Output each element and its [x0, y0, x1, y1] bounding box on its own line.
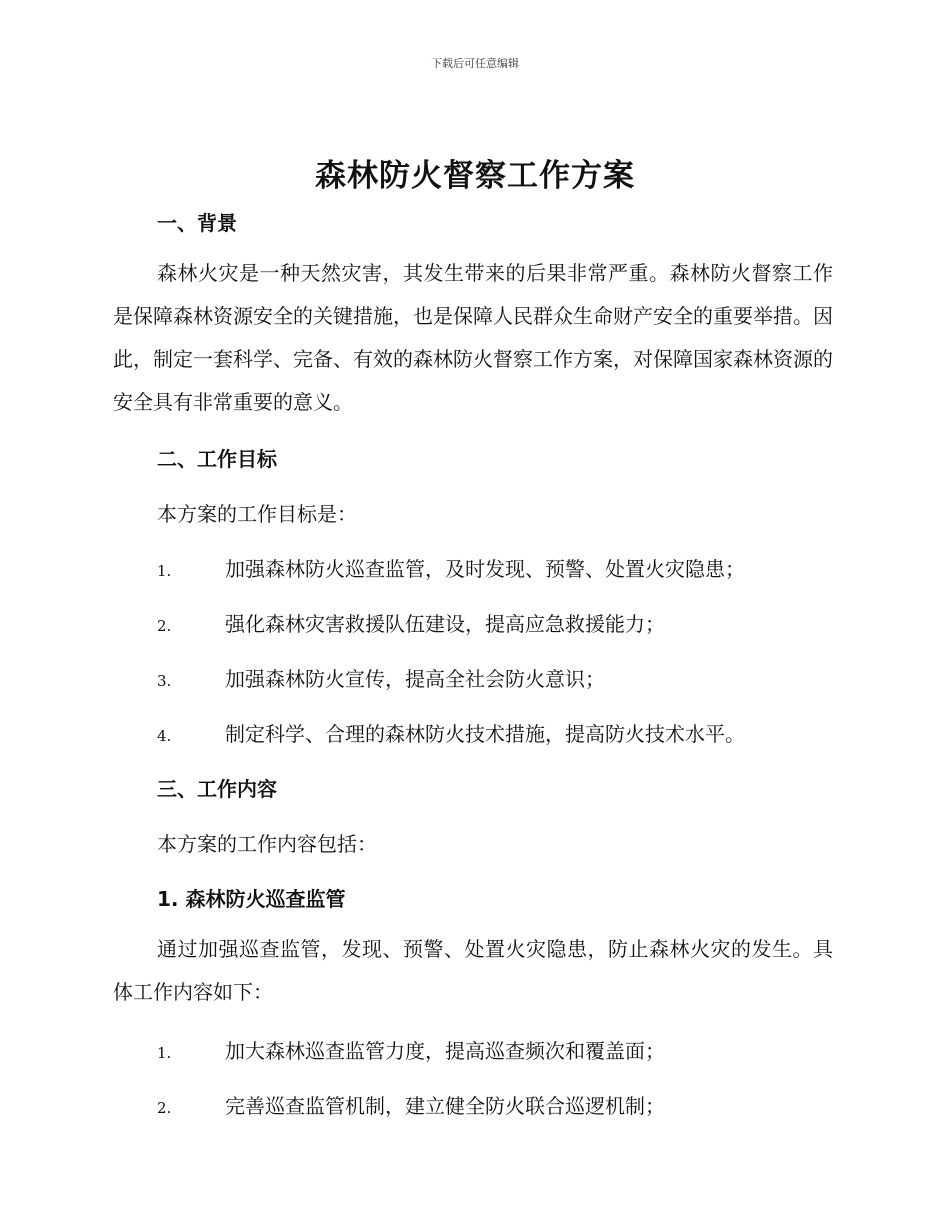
- list-item-text: 加强森林防火宣传，提高全社会防火意识；: [225, 667, 605, 691]
- list-item-text: 加强森林防火巡查监管，及时发现、预警、处置火灾隐患；: [225, 557, 745, 581]
- subsection-heading-patrol: 1. 森林防火巡查监管: [157, 887, 346, 911]
- list-item-number: 1.: [157, 1044, 172, 1062]
- background-paragraph: 森林火灾是一种天然灾害，其发生带来的后果非常严重。森林防火督察工作是保障森林资源安全的关键措施，也是保障人民群众生命财产安全的重要举措。因此，制定一套科学、完备、有效的森林防火督察工作方案，对保障国家森林资源的安全具有非常重要的意义。: [113, 261, 833, 414]
- document-title: 森林防火督察工作方案: [315, 158, 635, 194]
- header-note: 下载后可任意编辑: [431, 57, 519, 70]
- list-item-number: 2.: [157, 1099, 172, 1117]
- list-item-text: 完善巡查监管机制，建立健全防火联合巡逻机制；: [225, 1094, 665, 1118]
- goals-intro: 本方案的工作目标是：: [157, 502, 357, 526]
- list-item: [157, 1090, 837, 1119]
- list-item-text: 强化森林灾害救援队伍建设，提高应急救援能力；: [225, 612, 665, 636]
- list-item: [157, 608, 837, 637]
- list-item: [157, 553, 837, 582]
- content-intro: 本方案的工作内容包括：: [157, 832, 377, 856]
- list-item-number: 3.: [157, 672, 172, 690]
- section-heading-background: 一、背景: [157, 211, 237, 235]
- list-item-text: 制定科学、合理的森林防火技术措施，提高防火技术水平。: [225, 722, 745, 746]
- list-item: [157, 1035, 837, 1064]
- list-item-number: 1.: [157, 562, 172, 580]
- patrol-paragraph: 通过加强巡查监管，发现、预警、处置火灾隐患，防止森林火灾的发生。具体工作内容如下：: [113, 937, 833, 1004]
- list-item: [157, 718, 837, 747]
- list-item-number: 4.: [157, 727, 172, 745]
- list-item-text: 加大森林巡查监管力度，提高巡查频次和覆盖面；: [225, 1039, 665, 1063]
- section-heading-content: 三、工作内容: [157, 777, 277, 801]
- list-item: [157, 663, 837, 692]
- list-item-number: 2.: [157, 617, 172, 635]
- section-heading-goals: 二、工作目标: [157, 447, 277, 471]
